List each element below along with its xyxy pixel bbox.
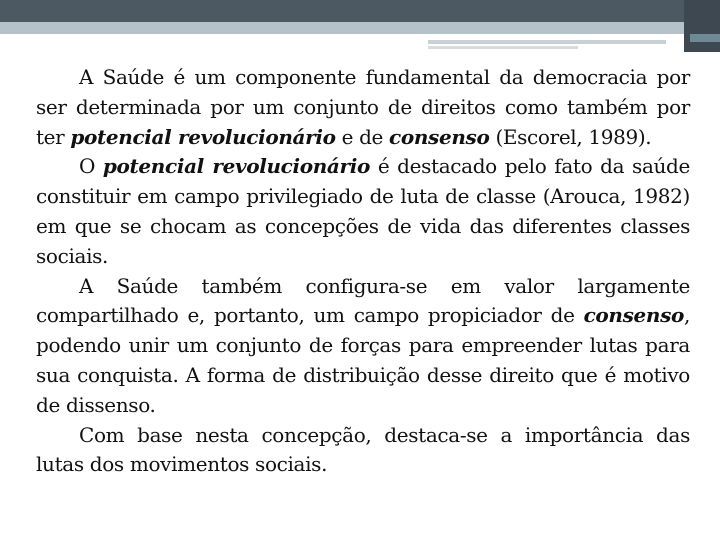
emphasis-consenso: consenso <box>389 124 490 149</box>
text-run: A Saúde também configura-se em valor largamente compartilhado e, portanto, um campo propiciador de <box>36 273 690 328</box>
top-decorative-band <box>0 0 720 22</box>
slide-body-text <box>36 63 690 480</box>
emphasis-consenso: consenso <box>583 303 684 328</box>
paragraph-potencial-revolucionario <box>36 152 690 271</box>
text-run: O <box>79 154 103 179</box>
text-run: , podendo unir um conjunto de forças para empreender lutas para sua conquista. A forma de distribuição desse direito que é motivo de dissenso. <box>36 303 690 417</box>
emphasis-potencial-revolucionario: potencial revolucionário <box>70 124 336 149</box>
paragraph-movimentos-sociais <box>36 421 690 481</box>
top-decorative-stripe <box>0 22 720 34</box>
paragraph-democracia <box>36 63 690 152</box>
paragraph-consenso <box>36 272 690 421</box>
accent-line <box>428 40 666 44</box>
accent-line-secondary <box>428 46 578 49</box>
text-run: e de <box>335 124 390 149</box>
text-run: A Saúde é um componente fundamental da democracia por ser determinada por um conjunto de direitos como também por ter <box>36 65 690 149</box>
text-run: é destacado pelo fato da saúde constituir em campo privilegiado de luta de classe (Arouca, 1982) em que se chocam as concepções de vida das diferentes classes sociais. <box>36 154 690 268</box>
text-run: (Escorel, 1989). <box>489 124 652 149</box>
text-run: Com base nesta concepção, destaca-se a importância das lutas dos movimentos sociais. <box>36 422 690 477</box>
corner-decorative-block <box>684 0 720 52</box>
emphasis-potencial-revolucionario: potencial revolucionário <box>102 154 370 179</box>
